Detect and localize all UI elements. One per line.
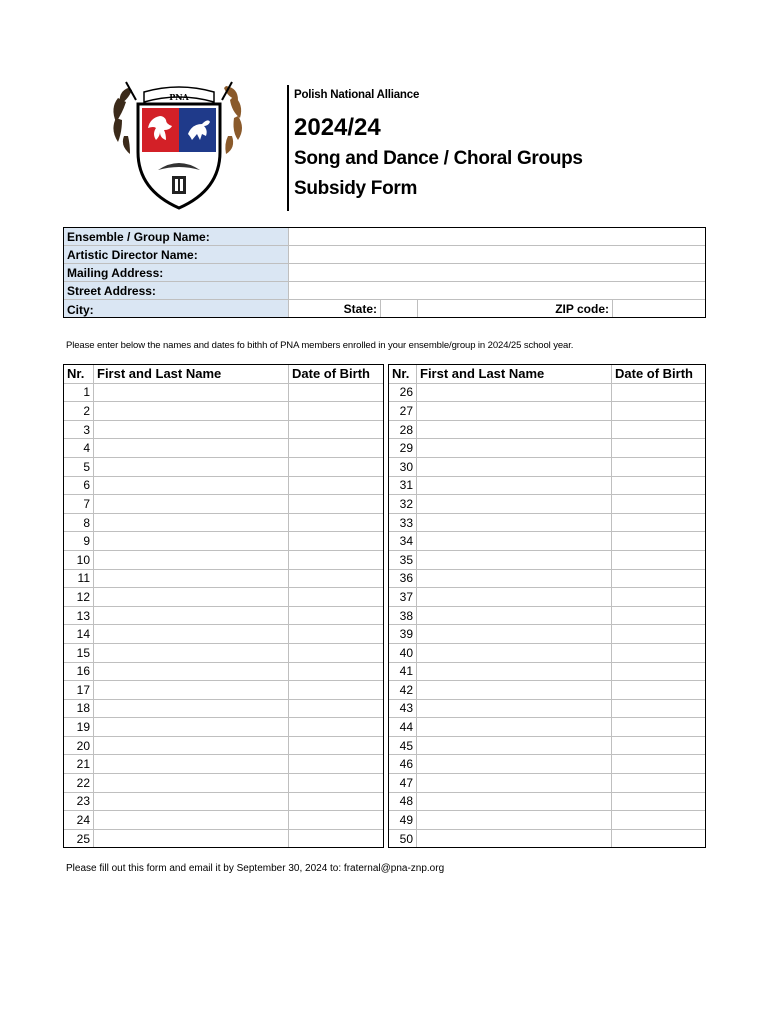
table-row (64, 718, 384, 737)
table-row (64, 420, 384, 439)
member-dob-field[interactable] (612, 792, 706, 811)
member-name-field[interactable] (417, 625, 612, 644)
member-dob-field[interactable] (612, 588, 706, 607)
row-number: 13 (64, 606, 94, 625)
table-row (64, 439, 384, 458)
member-name-field[interactable] (417, 402, 612, 421)
member-name-field[interactable] (417, 755, 612, 774)
member-dob-field[interactable] (289, 439, 384, 458)
member-dob-field[interactable] (612, 829, 706, 848)
row-number: 40 (389, 643, 417, 662)
table-row (64, 755, 384, 774)
table-row (389, 643, 706, 662)
table-row (389, 588, 706, 607)
table-row (389, 495, 706, 514)
row-number: 26 (389, 383, 417, 402)
member-dob-field[interactable] (289, 513, 384, 532)
member-dob-field[interactable] (612, 662, 706, 681)
table-row (389, 420, 706, 439)
member-name-field[interactable] (417, 569, 612, 588)
member-name-field[interactable] (94, 755, 289, 774)
row-number: 30 (389, 457, 417, 476)
row-number: 43 (389, 699, 417, 718)
member-dob-field[interactable] (289, 625, 384, 644)
member-name-field[interactable] (94, 588, 289, 607)
member-dob-field[interactable] (612, 569, 706, 588)
member-dob-field[interactable] (289, 420, 384, 439)
member-dob-field[interactable] (612, 495, 706, 514)
member-dob-field[interactable] (289, 532, 384, 551)
member-dob-field[interactable] (612, 476, 706, 495)
member-dob-field[interactable] (612, 736, 706, 755)
member-dob-field[interactable] (612, 625, 706, 644)
table-row (64, 792, 384, 811)
member-name-field[interactable] (417, 792, 612, 811)
table-row (64, 402, 384, 421)
member-dob-field[interactable] (289, 736, 384, 755)
table-row (64, 829, 384, 848)
row-number: 48 (389, 792, 417, 811)
member-name-field[interactable] (417, 718, 612, 737)
member-name-field[interactable] (94, 736, 289, 755)
member-name-field[interactable] (417, 811, 612, 830)
dob-column-header: Date of Birth (612, 365, 706, 384)
table-row (389, 811, 706, 830)
member-name-field[interactable] (417, 420, 612, 439)
table-row (389, 718, 706, 737)
row-number: 34 (389, 532, 417, 551)
pna-coat-of-arms-logo (108, 78, 250, 212)
row-number: 50 (389, 829, 417, 848)
state-label: State: (289, 300, 381, 318)
row-number: 25 (64, 829, 94, 848)
member-name-field[interactable] (417, 829, 612, 848)
row-number: 33 (389, 513, 417, 532)
member-dob-field[interactable] (612, 774, 706, 793)
member-dob-field[interactable] (289, 792, 384, 811)
table-row (389, 457, 706, 476)
member-name-field[interactable] (94, 792, 289, 811)
member-name-field[interactable] (94, 513, 289, 532)
member-name-field[interactable] (94, 420, 289, 439)
form-title-line-1: Song and Dance / Choral Groups (294, 148, 583, 169)
table-row (64, 643, 384, 662)
table-row (64, 811, 384, 830)
table-row (389, 606, 706, 625)
table-row (389, 662, 706, 681)
member-name-field[interactable] (417, 457, 612, 476)
member-dob-field[interactable] (289, 829, 384, 848)
row-number: 38 (389, 606, 417, 625)
member-name-field[interactable] (94, 550, 289, 569)
member-dob-field[interactable] (289, 588, 384, 607)
artistic-director-label: Artistic Director Name: (64, 246, 289, 264)
row-number: 12 (64, 588, 94, 607)
instruction-text: Please enter below the names and dates fo bithh of PNA members enrolled in your ensemble/group in 2024/25 school year. (66, 340, 574, 351)
member-name-field[interactable] (94, 662, 289, 681)
organization-name: Polish National Alliance (294, 89, 420, 101)
table-row (389, 625, 706, 644)
table-row (389, 681, 706, 700)
member-name-field[interactable] (94, 476, 289, 495)
member-name-field[interactable] (417, 532, 612, 551)
member-name-field[interactable] (417, 550, 612, 569)
member-name-field[interactable] (417, 774, 612, 793)
row-number: 31 (389, 476, 417, 495)
table-row (64, 681, 384, 700)
member-name-field[interactable] (417, 439, 612, 458)
member-dob-field[interactable] (612, 606, 706, 625)
row-number: 18 (64, 699, 94, 718)
row-number: 5 (64, 457, 94, 476)
member-dob-field[interactable] (289, 383, 384, 402)
ensemble-name-label: Ensemble / Group Name: (64, 228, 289, 246)
member-name-field[interactable] (94, 402, 289, 421)
table-row (389, 439, 706, 458)
row-number: 14 (64, 625, 94, 644)
row-number: 22 (64, 774, 94, 793)
member-dob-field[interactable] (612, 643, 706, 662)
table-row (389, 569, 706, 588)
name-column-header: First and Last Name (417, 365, 612, 384)
row-number: 16 (64, 662, 94, 681)
table-row (64, 774, 384, 793)
row-number: 39 (389, 625, 417, 644)
table-row (389, 476, 706, 495)
row-number: 17 (64, 681, 94, 700)
member-dob-field[interactable] (289, 569, 384, 588)
table-row (64, 569, 384, 588)
table-row (64, 699, 384, 718)
row-number: 19 (64, 718, 94, 737)
member-name-field[interactable] (417, 699, 612, 718)
row-number: 15 (64, 643, 94, 662)
members-table-right-body (389, 383, 706, 848)
zip-label: ZIP code: (418, 300, 613, 318)
name-column-header: First and Last Name (94, 365, 289, 384)
member-dob-field[interactable] (289, 457, 384, 476)
table-row (64, 383, 384, 402)
title-block (287, 85, 583, 211)
mailing-address-label: Mailing Address: (64, 264, 289, 282)
member-dob-field[interactable] (612, 383, 706, 402)
member-dob-field[interactable] (289, 718, 384, 737)
row-number: 1 (64, 383, 94, 402)
dob-column-header: Date of Birth (289, 365, 384, 384)
row-number: 6 (64, 476, 94, 495)
street-address-field[interactable] (289, 282, 706, 300)
member-name-field[interactable] (94, 699, 289, 718)
member-dob-field[interactable] (289, 643, 384, 662)
member-dob-field[interactable] (612, 402, 706, 421)
member-dob-field[interactable] (289, 402, 384, 421)
table-row (64, 588, 384, 607)
member-dob-field[interactable] (612, 457, 706, 476)
row-number: 9 (64, 532, 94, 551)
member-dob-field[interactable] (612, 718, 706, 737)
ensemble-name-field[interactable] (289, 228, 706, 246)
member-name-field[interactable] (94, 643, 289, 662)
city-row (64, 300, 289, 318)
member-dob-field[interactable] (612, 811, 706, 830)
group-info-table (63, 227, 706, 318)
member-name-field[interactable] (94, 681, 289, 700)
member-name-field[interactable] (94, 774, 289, 793)
row-number: 10 (64, 550, 94, 569)
table-row (64, 662, 384, 681)
row-number: 11 (64, 569, 94, 588)
table-row (64, 736, 384, 755)
row-number: 28 (389, 420, 417, 439)
members-table-left (63, 364, 384, 848)
row-number: 42 (389, 681, 417, 700)
member-name-field[interactable] (417, 495, 612, 514)
member-name-field[interactable] (417, 588, 612, 607)
table-row (389, 736, 706, 755)
row-number: 35 (389, 550, 417, 569)
table-row (64, 476, 384, 495)
row-number: 37 (389, 588, 417, 607)
artistic-director-field[interactable] (289, 246, 706, 264)
table-row (389, 755, 706, 774)
member-dob-field[interactable] (612, 755, 706, 774)
row-number: 44 (389, 718, 417, 737)
members-table-right (388, 364, 706, 848)
form-year: 2024/24 (294, 114, 381, 141)
row-number: 29 (389, 439, 417, 458)
member-dob-field[interactable] (289, 606, 384, 625)
member-name-field[interactable] (417, 383, 612, 402)
member-name-field[interactable] (94, 829, 289, 848)
row-number: 47 (389, 774, 417, 793)
member-dob-field[interactable] (289, 681, 384, 700)
member-name-field[interactable] (94, 495, 289, 514)
form-title-line-2: Subsidy Form (294, 178, 418, 199)
row-number: 46 (389, 755, 417, 774)
member-name-field[interactable] (94, 718, 289, 737)
logo-banner-text: PNA (169, 92, 189, 102)
state-field[interactable] (381, 300, 418, 318)
mailing-address-field[interactable] (289, 264, 706, 282)
row-number: 23 (64, 792, 94, 811)
footer-note: Please fill out this form and email it by September 30, 2024 to: fraternal@pna-znp.org (66, 863, 445, 874)
member-dob-field[interactable] (289, 550, 384, 569)
row-number: 4 (64, 439, 94, 458)
table-row (389, 774, 706, 793)
row-number: 21 (64, 755, 94, 774)
row-number: 27 (389, 402, 417, 421)
member-dob-field[interactable] (612, 532, 706, 551)
table-row (389, 532, 706, 551)
member-name-field[interactable] (417, 681, 612, 700)
table-row (64, 625, 384, 644)
member-dob-field[interactable] (289, 495, 384, 514)
street-address-label: Street Address: (64, 282, 289, 300)
member-dob-field[interactable] (289, 699, 384, 718)
city-label: City: (67, 303, 94, 317)
member-dob-field[interactable] (289, 811, 384, 830)
table-row (389, 402, 706, 421)
zip-field[interactable] (613, 300, 706, 318)
row-number: 20 (64, 736, 94, 755)
table-row (64, 513, 384, 532)
table-row (389, 513, 706, 532)
table-row (64, 550, 384, 569)
table-row (389, 550, 706, 569)
row-number: 36 (389, 569, 417, 588)
member-dob-field[interactable] (612, 420, 706, 439)
member-dob-field[interactable] (289, 755, 384, 774)
row-number: 3 (64, 420, 94, 439)
row-number: 32 (389, 495, 417, 514)
member-dob-field[interactable] (612, 550, 706, 569)
table-row (389, 792, 706, 811)
member-name-field[interactable] (94, 811, 289, 830)
member-dob-field[interactable] (289, 476, 384, 495)
member-dob-field[interactable] (612, 699, 706, 718)
table-row (389, 699, 706, 718)
member-name-field[interactable] (417, 643, 612, 662)
member-name-field[interactable] (417, 476, 612, 495)
member-name-field[interactable] (94, 439, 289, 458)
table-row (389, 829, 706, 848)
member-name-field[interactable] (94, 457, 289, 476)
member-name-field[interactable] (94, 606, 289, 625)
table-row (64, 532, 384, 551)
member-name-field[interactable] (417, 662, 612, 681)
table-row (64, 606, 384, 625)
row-number: 49 (389, 811, 417, 830)
member-dob-field[interactable] (612, 439, 706, 458)
members-table-left-body (64, 383, 384, 848)
member-name-field[interactable] (417, 606, 612, 625)
member-dob-field[interactable] (289, 774, 384, 793)
member-name-field[interactable] (94, 569, 289, 588)
member-dob-field[interactable] (612, 513, 706, 532)
member-name-field[interactable] (94, 532, 289, 551)
member-name-field[interactable] (94, 625, 289, 644)
nr-column-header: Nr. (64, 365, 94, 384)
member-dob-field[interactable] (612, 681, 706, 700)
member-dob-field[interactable] (289, 662, 384, 681)
member-name-field[interactable] (94, 383, 289, 402)
member-name-field[interactable] (417, 513, 612, 532)
row-number: 8 (64, 513, 94, 532)
member-name-field[interactable] (417, 736, 612, 755)
table-row (64, 495, 384, 514)
row-number: 41 (389, 662, 417, 681)
nr-column-header: Nr. (389, 365, 417, 384)
row-number: 24 (64, 811, 94, 830)
table-row (64, 457, 384, 476)
city-field[interactable] (97, 300, 217, 314)
row-number: 2 (64, 402, 94, 421)
row-number: 45 (389, 736, 417, 755)
row-number: 7 (64, 495, 94, 514)
table-row (389, 383, 706, 402)
